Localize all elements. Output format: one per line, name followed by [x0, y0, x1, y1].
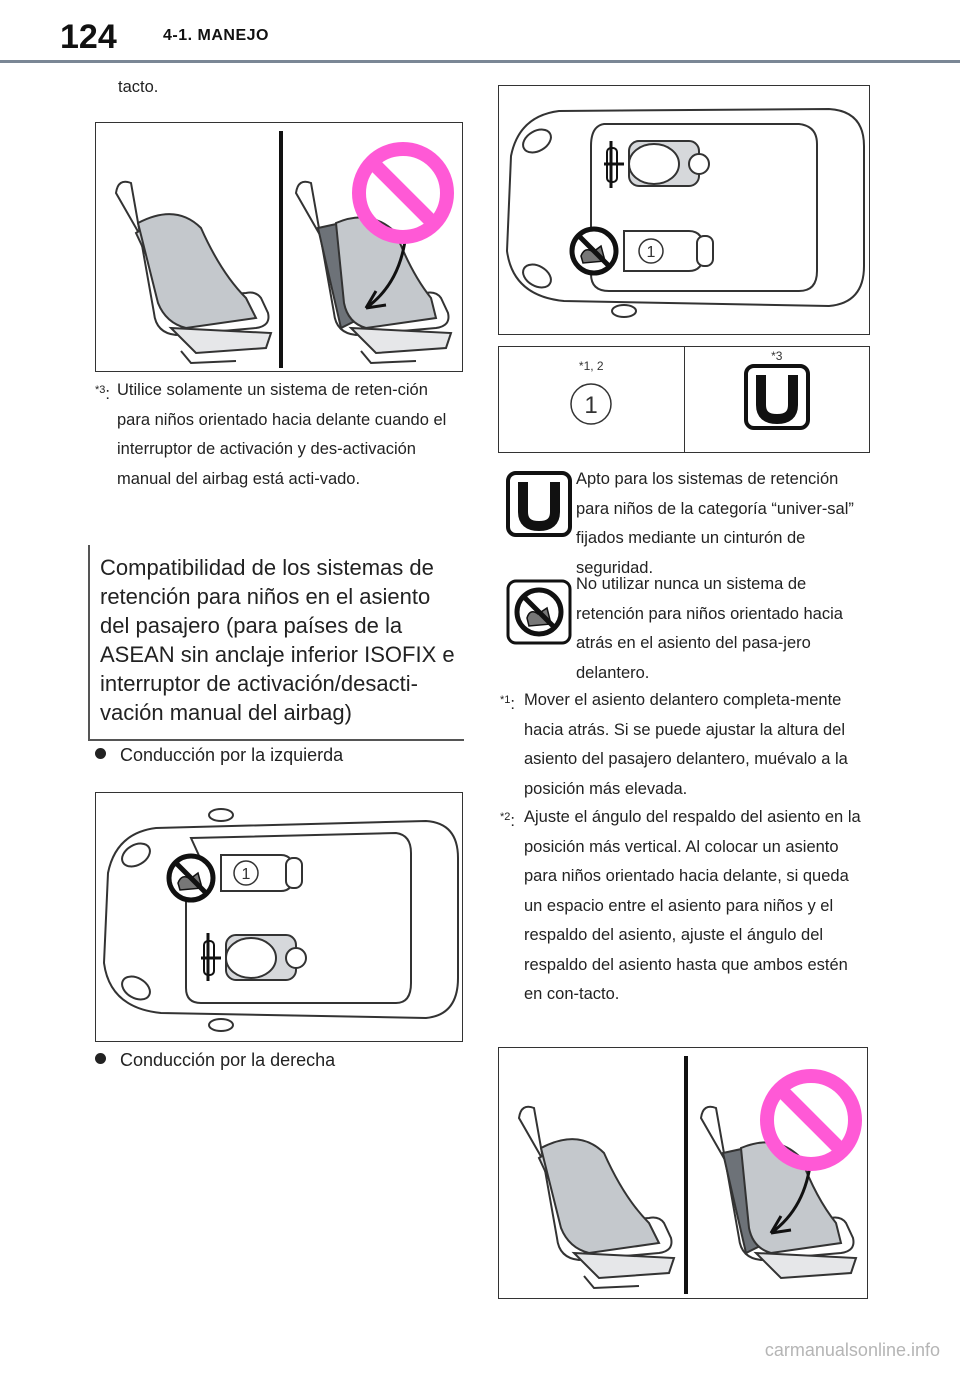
bullet-right-drive-text: Conducción por la derecha	[120, 1050, 336, 1070]
heading-left-bar	[88, 545, 90, 739]
car-top-view-right	[499, 86, 870, 335]
seat-angle-figure-top	[95, 122, 463, 372]
category-table	[498, 346, 870, 453]
page-number: 124	[60, 18, 117, 56]
prohibition-icon	[767, 1076, 855, 1164]
bullet-dot	[95, 748, 106, 759]
note-2	[500, 803, 870, 1010]
category-cell-1-2	[499, 347, 685, 453]
note-1-mark: $^{*1}$:	[500, 694, 515, 713]
intro-tail: tacto.	[118, 78, 159, 96]
note-3-text: Utilice solamente un sistema de reten-ción para niños orientado hacia delante cuando el interruptor de activación y des-activación manual del airbag está acti-vado.	[117, 381, 447, 488]
car-diagram-left-drive	[95, 792, 463, 1042]
prohibition-icon	[359, 149, 447, 237]
no-rear-facing-icon	[505, 578, 573, 646]
car-seat-correct	[116, 182, 271, 363]
category-header-1-2: *1, 2	[578, 359, 604, 373]
car-diagram-right-drive	[498, 85, 870, 335]
legend-universal-text: Apto para los sistemas de retención para niños de la categoría “univer-sal” fijados mediante un cinturón de seguridad.	[576, 470, 854, 577]
bullet-left-drive-text: Conducción por la izquierda	[120, 745, 344, 765]
compatibility-heading	[88, 545, 464, 741]
universal-u-icon	[505, 470, 573, 538]
section-title: 4-1. MANEJO	[163, 27, 269, 44]
category-header-3: *3	[771, 349, 783, 363]
seat-angle-illustration	[499, 1048, 868, 1299]
header-rule	[0, 60, 960, 63]
no-rear-facing-icon	[169, 856, 213, 900]
category-cell-3	[684, 347, 870, 453]
legend-no-rear-facing-text: No utilizar nunca un sistema de retención para niños orientado hacia atrás en el asiento del pasa-jero delantero.	[576, 575, 843, 682]
car-seat-correct	[519, 1107, 674, 1288]
legend-universal	[500, 465, 870, 575]
watermark: carmanualsonline.info	[764, 1340, 940, 1360]
bullet-dot	[95, 1053, 106, 1064]
seat-number-right: 1	[646, 244, 656, 261]
bullet-right-drive	[95, 1050, 335, 1071]
note-2-text: Ajuste el ángulo del respaldo del asiento en la posición más vertical. Al colocar un asiento para niños orientado hacia delante, si queda un espacio entre el asiento para niños y el respaldo del asiento, ajuste el ángulo del respaldo del asiento hasta que ambos estén en con-tacto.	[524, 808, 861, 1003]
seat-angle-figure-bottom	[498, 1047, 868, 1299]
note-1-text: Mover el asiento delantero completa-mente hacia atrás. Si se puede ajustar la altura del asiento del pasajero delantero, muévalo a la posición más elevada.	[524, 691, 848, 798]
category-number-value: 1	[584, 392, 598, 419]
car-top-view-left	[96, 793, 463, 1042]
heading-text: Compatibilidad de los sistemas de retención para niños en el asiento del pasajero (para países de la ASEAN sin anclaje inferior ISOFIX e interruptor de activación/desacti-vación manual del airbag)	[100, 555, 455, 725]
bullet-left-drive	[95, 745, 343, 766]
note-3	[95, 376, 465, 494]
category-number-badge	[566, 379, 616, 429]
page-header	[0, 0, 960, 70]
note-3-mark: $^{*3}$:	[95, 384, 110, 403]
note-1	[500, 686, 870, 804]
no-rear-facing-icon	[572, 229, 616, 273]
seat-number-left: 1	[241, 866, 251, 883]
seat-angle-illustration	[96, 123, 463, 372]
note-2-mark: $^{*2}$:	[500, 811, 515, 830]
legend-no-rear-facing	[500, 570, 870, 680]
universal-u-icon	[743, 363, 811, 431]
